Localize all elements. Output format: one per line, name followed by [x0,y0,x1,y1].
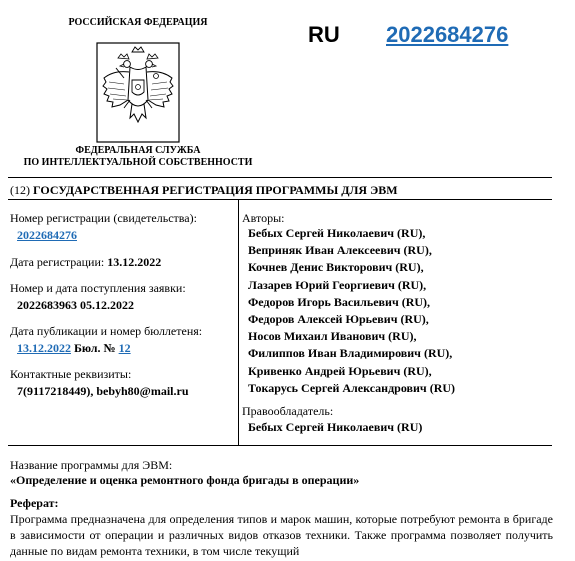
application-label: Номер и дата поступления заявки: [10,281,186,295]
author-item: Носов Михаил Иванович (RU), [248,329,417,344]
author-item: Кочнев Денис Викторович (RU), [248,260,424,275]
column-divider [238,200,239,445]
divider-bottom [8,445,552,446]
author-item: Веприняк Иван Алексеевич (RU), [248,243,432,258]
abstract-label: Реферат: [10,496,59,510]
contact-value: 7(9117218449), bebyh80@mail.ru [17,384,189,398]
registration-number-link[interactable]: 2022684276 [17,228,77,242]
author-item: Федоров Алексей Юрьевич (RU), [248,312,429,327]
author-item: Бебых Сергей Николаевич (RU), [248,226,426,240]
title-text: ГОСУДАРСТВЕННАЯ РЕГИСТРАЦИЯ ПРОГРАММЫ ДЛЯ ЭВМ [33,183,398,197]
divider-top [8,177,552,178]
service-name [0,145,276,169]
russian-coat-of-arms-icon [96,42,180,143]
bulletin-label: Бюл. № [74,341,116,355]
country-code: RU [308,22,340,47]
program-name-label: Название программы для ЭВМ: [10,458,173,472]
rightholder-label: Правообладатель: [242,404,334,418]
authors-label: Авторы: [242,211,285,225]
registration-date [10,255,161,270]
document-number-link[interactable]: 2022684276 [386,22,509,47]
bulletin-number-link[interactable]: 12 [118,341,131,355]
author-item: Кривенко Андрей Юрьевич (RU), [248,363,432,378]
author-item: Лазарев Юрий Георгиевич (RU), [248,277,427,292]
authors-list [248,225,455,397]
publication-label: Дата публикации и номер бюллетеня: [10,324,203,338]
country-name: РОССИЙСКАЯ ФЕДЕРАЦИЯ [68,17,208,28]
program-name-value: «Определение и оценка ремонтного фонда бригады в операции» [10,473,360,487]
document-title [10,183,398,198]
application-value: 2022683963 05.12.2022 [17,298,134,312]
registration-date-label: Дата регистрации: [10,255,105,269]
rightholder-value: Бебых Сергей Николаевич (RU) [248,420,423,434]
publication-value [17,341,131,356]
title-code: (12) [10,183,30,197]
author-item: Филиппов Иван Владимирович (RU), [248,346,453,361]
registration-date-value: 13.12.2022 [107,255,162,269]
contact-label: Контактные реквизиты: [10,367,132,381]
author-item: Токарусь Сергей Александрович (RU) [248,380,456,395]
service-line-2: ПО ИНТЕЛЛЕКТУАЛЬНОЙ СОБСТВЕННОСТИ [23,157,253,168]
divider-title [8,199,552,200]
service-line-1: ФЕДЕРАЛЬНАЯ СЛУЖБА [75,145,201,156]
abstract-text: Программа предназначена для определения типов и марок машин, которые потребуют ремонта в бригаде в зависимости от операции и различных видов отказов техники. Также программа позволяет получить данные по видам ремонта техники, в том числе текущий [10,512,553,558]
registration-number-label: Номер регистрации (свидетельства): [10,211,197,225]
publication-date-link[interactable]: 13.12.2022 [17,341,71,355]
author-item: Федоров Игорь Васильевич (RU), [248,294,431,309]
